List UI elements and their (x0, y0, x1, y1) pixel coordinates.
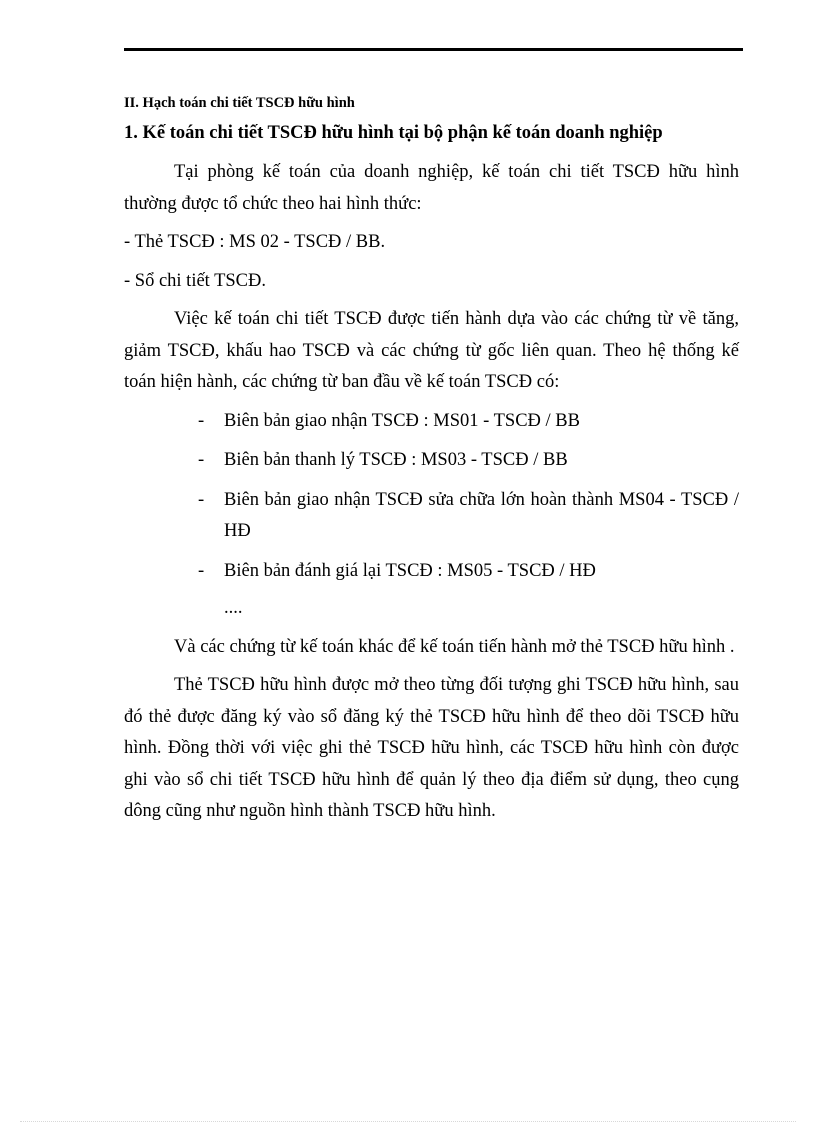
list-item (198, 556, 739, 588)
list-item-text: Biên bản thanh lý TSCĐ : MS03 - TSCĐ / BB (224, 450, 568, 470)
paragraph-3: Và các chứng từ kế toán khác để kế toán tiến hành mở thẻ TSCĐ hữu hình . (174, 636, 735, 657)
sub-heading: 1. Kế toán chi tiết TSCĐ hữu hình tại bộ phận kế toán doanh nghiệp (124, 123, 663, 143)
list-item-text: Biên bản đánh giá lại TSCĐ : MS05 - TSCĐ / HĐ (224, 560, 596, 581)
list-dash: - (198, 410, 205, 431)
list-item (198, 406, 739, 438)
line-so-chi-tiet: - Sổ chi tiết TSCĐ. (124, 270, 267, 291)
line-the-tscd: - Thẻ TSCĐ : MS 02 - TSCĐ / BB. (124, 232, 386, 252)
list-dash: - (198, 560, 205, 581)
paragraph-4: Thẻ TSCĐ hữu hình được mở theo từng đối tượng ghi TSCĐ hữu hình, sau đó thẻ được đăng ký vào sổ đăng ký thẻ TSCĐ hữu hình để theo dõi TSCĐ hữu hình. Đồng thời với việc ghi thẻ TSCĐ hữu hình, các TSCĐ hữu hình còn được ghi vào sổ chi tiết TSCĐ hữu hình để quản lý theo địa điểm sử dụng, theo cụng dông cũng như nguồn hình thành TSCĐ hữu hình. (124, 675, 739, 821)
list-dash: - (198, 450, 205, 470)
list-item-text: Biên bản giao nhận TSCĐ sửa chữa lớn hoàn thành MS04 - TSCĐ / HĐ (224, 489, 739, 541)
list-dash: - (198, 489, 205, 510)
section-heading: II. Hạch toán chi tiết TSCĐ hữu hình (124, 95, 355, 111)
footer-dotted-rule (20, 1121, 796, 1122)
list-ellipsis: .... (224, 598, 243, 618)
document-body (124, 90, 739, 828)
paragraph-1: Tại phòng kế toán của doanh nghiệp, kế toán chi tiết TSCĐ hữu hình thường được tổ chức theo hai hình thức: (124, 162, 739, 214)
list-item (198, 445, 739, 477)
list-item-text: Biên bản giao nhận TSCĐ : MS01 - TSCĐ / BB (224, 410, 580, 431)
list-item (198, 485, 739, 548)
paragraph-2: Việc kế toán chi tiết TSCĐ được tiến hành dựa vào các chứng từ về tăng, giảm TSCĐ, khấu hao TSCĐ và các chứng từ gốc liên quan. Theo hệ thống kế toán hiện hành, các chứng từ ban đầu về kế toán TSCĐ có: (124, 309, 739, 392)
document-list (198, 406, 739, 588)
header-rule (124, 48, 743, 51)
